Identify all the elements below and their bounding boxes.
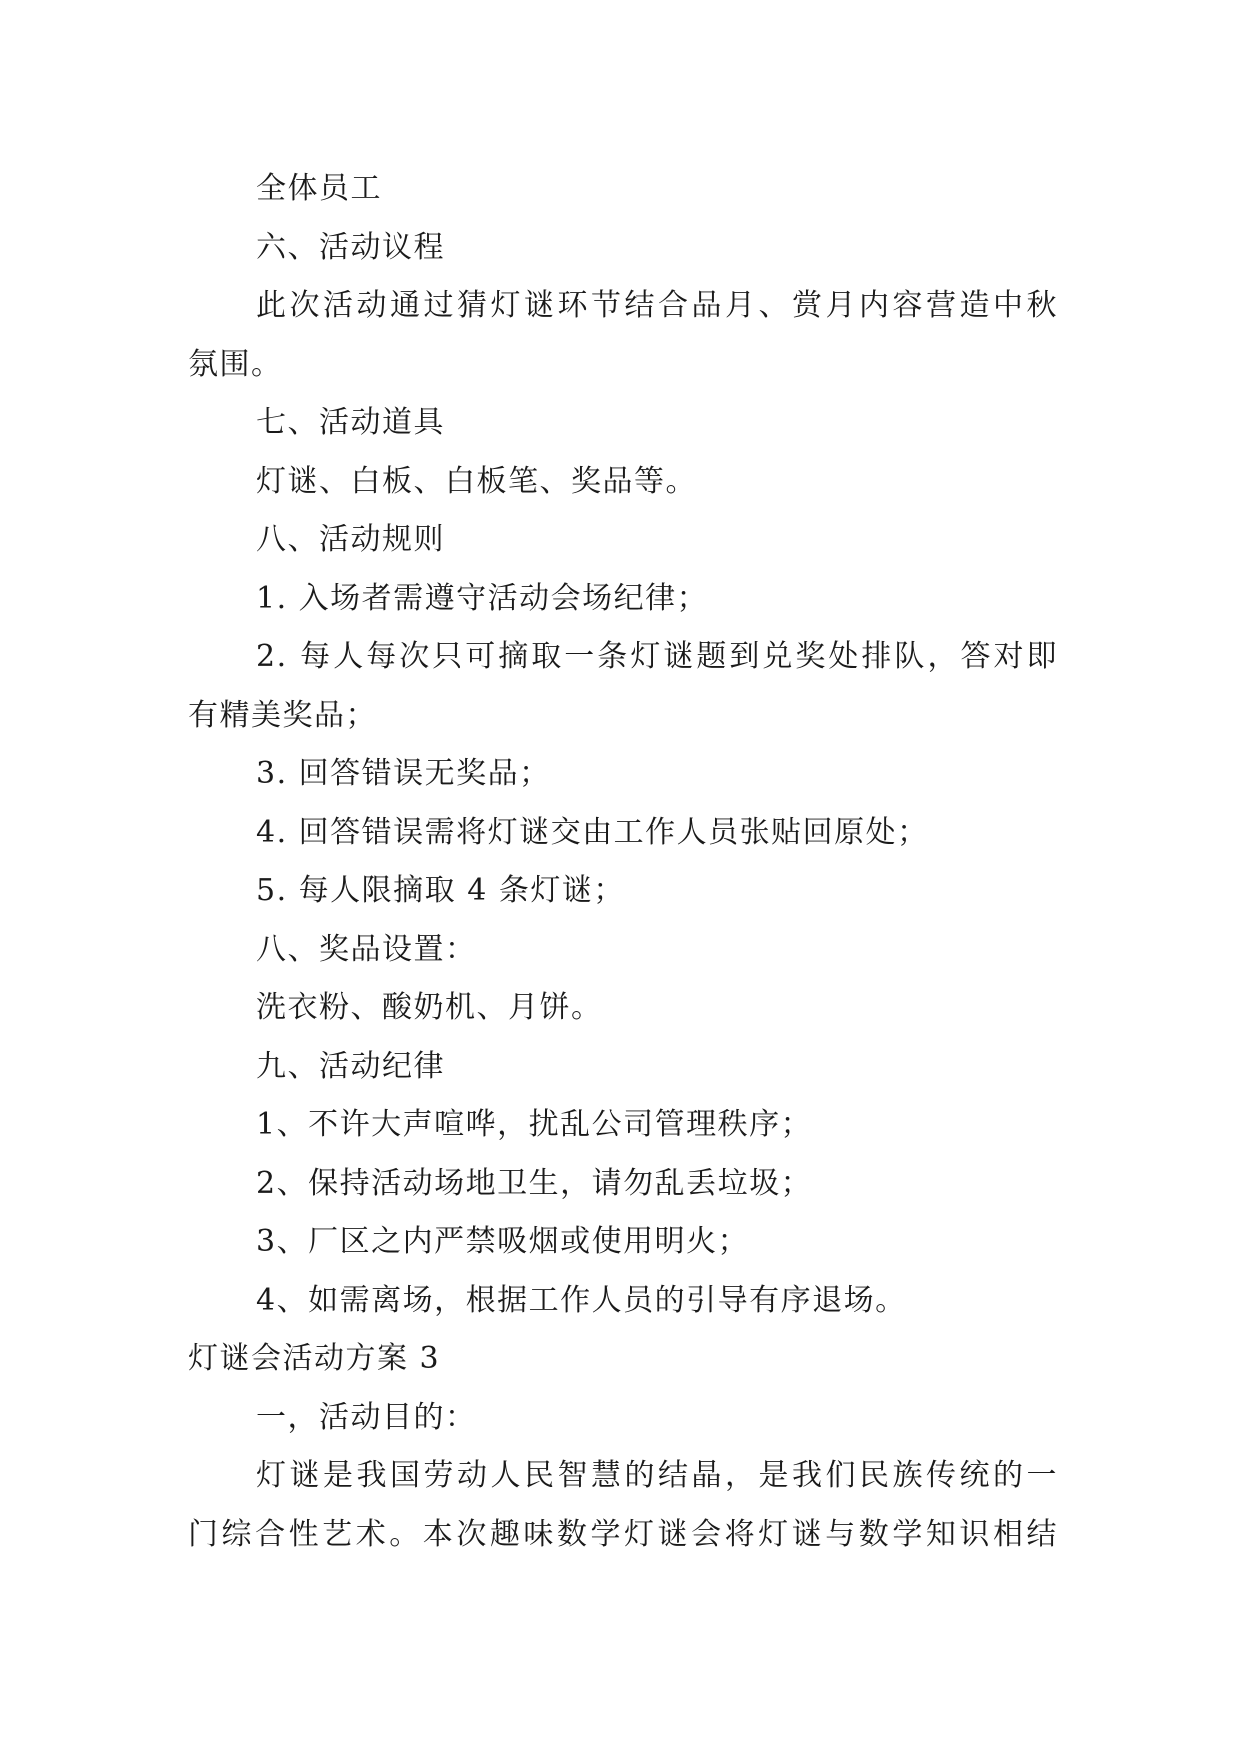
- document-body: [188, 160, 1058, 1564]
- list-item: 1. 入场者需遵守活动会场纪律；: [256, 580, 709, 616]
- section-heading: 六、活动议程: [256, 229, 445, 265]
- paragraph-line: 氛围。: [188, 346, 283, 382]
- list-item: 3. 回答错误无奖品；: [256, 756, 551, 791]
- list-item: 2. 每人每次只可摘取一条灯谜题到兑奖处排队，答对即: [256, 639, 1058, 674]
- text-line: 全体员工: [256, 171, 382, 206]
- list-item: 5. 每人限摘取 4 条灯谜；: [256, 873, 625, 908]
- document-title: 灯谜会活动方案 3: [188, 1341, 441, 1376]
- paragraph-line: 灯谜是我国劳动人民智慧的结晶，是我们民族传统的一: [256, 1458, 1058, 1493]
- list-item: 1、不许大声喧哗，扰乱公司管理秩序；: [256, 1107, 813, 1142]
- section-heading: 七、活动道具: [256, 405, 445, 440]
- list-item: 4. 回答错误需将灯谜交由工作人员张贴回原处；: [256, 814, 929, 850]
- section-heading: 九、活动纪律: [256, 1048, 445, 1084]
- list-item: 3、厂区之内严禁吸烟或使用明火；: [256, 1224, 750, 1259]
- list-item-continuation: 有精美奖品；: [188, 697, 377, 733]
- paragraph-line: 洗衣粉、酸奶机、月饼。: [256, 990, 603, 1025]
- section-heading: 八、活动规则: [256, 522, 445, 557]
- list-item: 4、如需离场，根据工作人员的引导有序退场。: [256, 1282, 907, 1318]
- section-heading: 八、奖品设置：: [256, 931, 477, 967]
- list-item: 2、保持活动场地卫生，请勿乱丢垃圾；: [256, 1165, 813, 1201]
- paragraph-line: 此次活动通过猜灯谜环节结合品月、赏月内容营造中秋: [256, 288, 1058, 323]
- paragraph-line: 门综合性艺术。本次趣味数学灯谜会将灯谜与数学知识相结: [188, 1516, 1058, 1552]
- paragraph-line: 灯谜、白板、白板笔、奖品等。: [256, 463, 697, 499]
- section-heading: 一，活动目的：: [256, 1399, 477, 1435]
